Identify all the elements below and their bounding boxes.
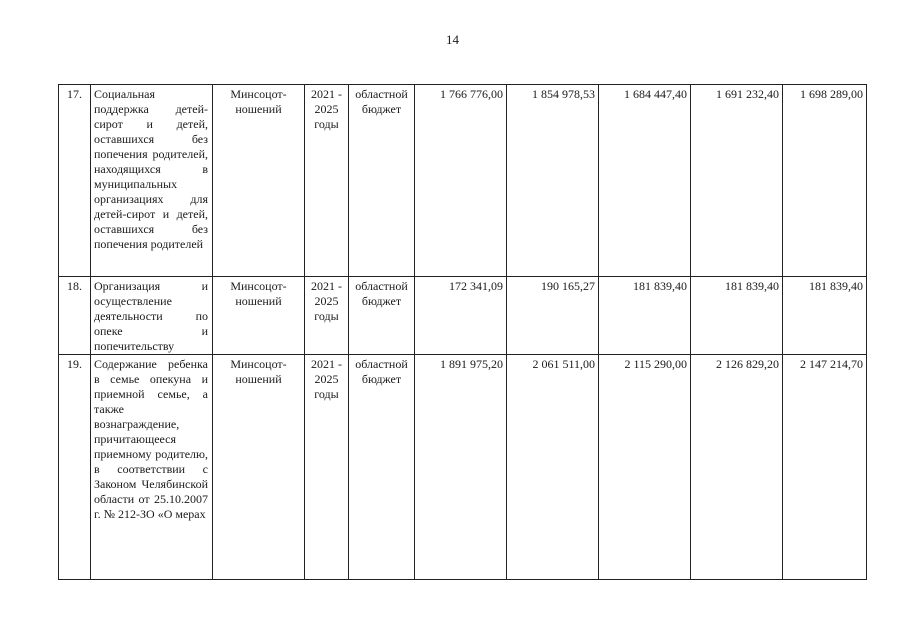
value-2024: 181 839,40 [691,277,783,355]
value-2022: 2 061 511,00 [507,355,599,580]
table-row [59,355,867,580]
value-2024: 1 691 232,40 [691,85,783,277]
measure-name: Социальная поддержка детей-сирот и детей, оставшихся без попечения родителей, находящихся в муниципальных организациях для детей-сирот и детей, оставшихся без попечения родителей [91,85,213,277]
value-2025: 1 698 289,00 [783,85,867,277]
row-number: 19. [59,355,91,580]
period: 2021 - 2025 годы [305,277,349,355]
value-2023: 1 684 447,40 [599,85,691,277]
value-2021: 172 341,09 [415,277,507,355]
executor: Минсоцот-ношений [213,85,305,277]
value-2023: 181 839,40 [599,277,691,355]
value-2022: 1 854 978,53 [507,85,599,277]
value-2025: 181 839,40 [783,277,867,355]
page-number: 14 [446,32,459,47]
value-2023: 2 115 290,00 [599,355,691,580]
funding-source: областной бюджет [349,355,415,580]
value-2025: 2 147 214,70 [783,355,867,580]
value-2021: 1 766 776,00 [415,85,507,277]
program-table [58,84,867,580]
value-2022: 190 165,27 [507,277,599,355]
table-row [59,277,867,355]
funding-source: областной бюджет [349,85,415,277]
executor: Минсоцот-ношений [213,277,305,355]
measure-name: Организация и осуществление деятельности по опеке и попечительству [91,277,213,355]
table-row [59,85,867,277]
measure-name: Содержание ребенка в семье опекуна и приемной семье, а также вознаграждение, причитающееся приемному родителю, в соответствии с Законом Челябинской области от 25.10.2007 г. № 212-ЗО «О мерах [91,355,213,580]
value-2021: 1 891 975,20 [415,355,507,580]
executor: Минсоцот-ношений [213,355,305,580]
row-number: 18. [59,277,91,355]
funding-source: областной бюджет [349,277,415,355]
row-number: 17. [59,85,91,277]
period: 2021 - 2025 годы [305,85,349,277]
value-2024: 2 126 829,20 [691,355,783,580]
period: 2021 - 2025 годы [305,355,349,580]
